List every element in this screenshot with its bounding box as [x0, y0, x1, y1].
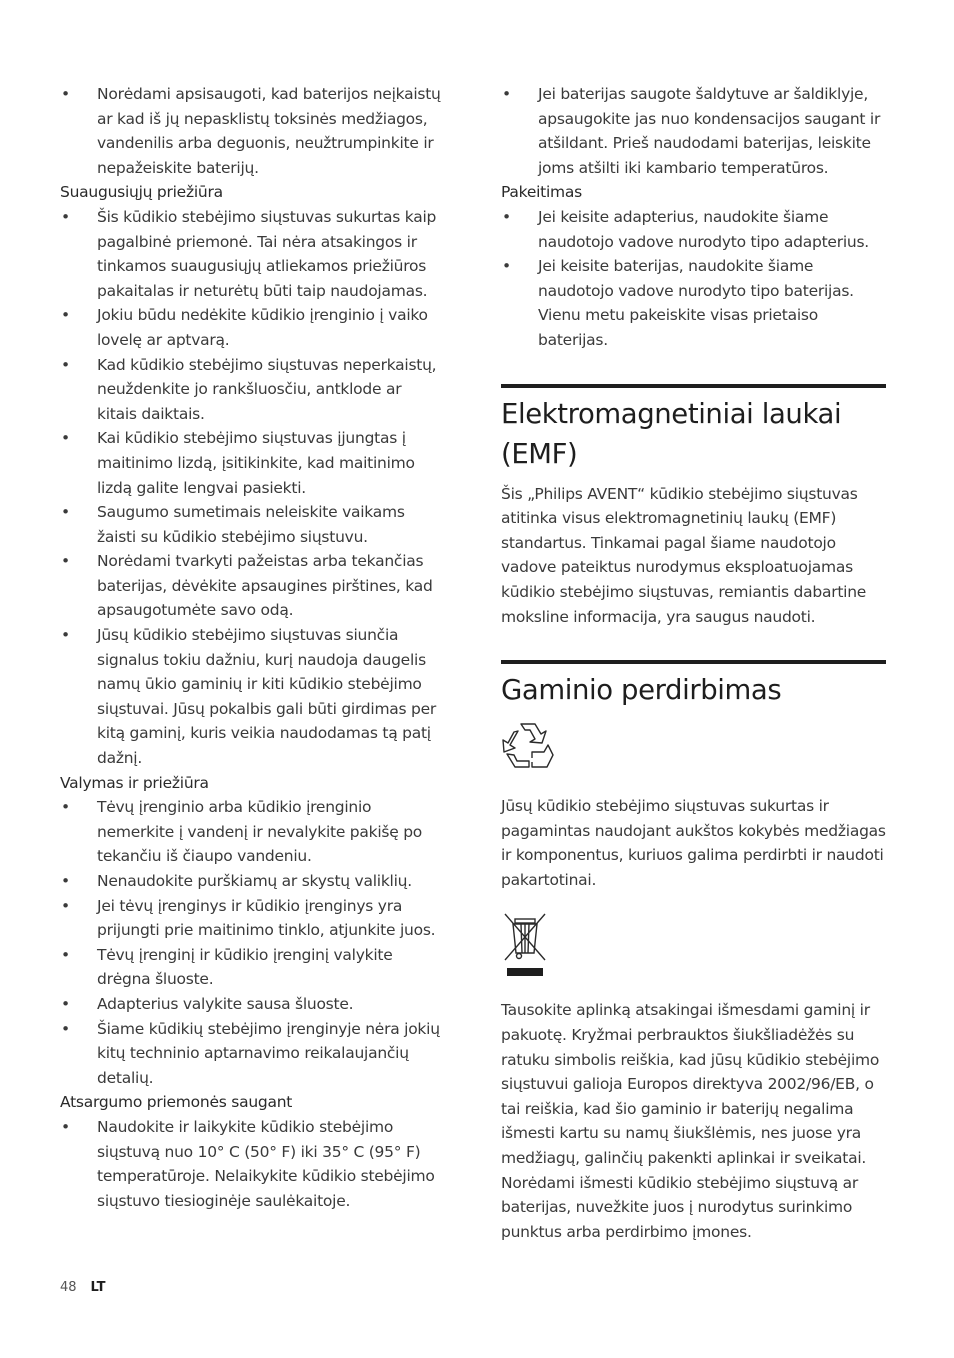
disposal-text: Tausokite aplinką atsakingai išmesdami gaminį ir pakuotę. Kryžmai perbrauktos šiukšliadėžės su ratuku simbolis reiškia, kad jūsų kūdikio stebėjimo siųstuvui galioja Europos direktyva 2002/96/EB, o tai reiškia, kad šio gaminio ir baterijų negalima išmesti kartu su namų šiukšlėmis, nes juose yra medžiagų, galinčių pakenkti aplinkai ir sveikatai. Norėdami išmesti kūdikio stebėjimo siųstuvą ar baterijas, nuvežkite juos į nurodytus surinkimo punktus arba perdirbimo įmones. [501, 1001, 880, 1241]
recycling-heading: Gaminio perdirbimas [501, 674, 782, 707]
emf-heading: Elektromagnetiniai laukai (EMF) [501, 397, 842, 470]
list-item: • Jei baterijas saugote šaldytuve ar šaldiklyje, apsaugokite jas nuo kondensacijos saugant ir atšildant. Prieš naudodami baterijas, leiskite joms atšilti iki kambario temperatūros. [501, 82, 886, 180]
section-title: Suaugusiųjų priežiūra [60, 183, 223, 202]
list-item: • Jūsų kūdikio stebėjimo siųstuvas siunčia signalus tokiu dažniu, kurį naudoja daugelis namų ūkio gaminių ir kiti kūdikio stebėjimo siųstuvai. Jūsų pokalbis gali būti girdimas per kitą gaminį, kuris veikia naudodamas tą patį dažnį. [60, 623, 445, 771]
section-title: Valymas ir priežiūra [60, 773, 209, 792]
list-item: • Nenaudokite purškiamų ar skystų valiklių. [60, 869, 445, 894]
emf-text: Šis „Philips AVENT“ kūdikio stebėjimo siųstuvas atitinka visus elektromagnetinių laukų (EMF) standartus. Tinkamai pagal šiame naudotojo vadove pateiktus nurodymus eksploatuojamas kūdikio stebėjimo siųstuvas, remiantis dabartine moksline informacija, yra saugus naudoti. [501, 484, 867, 626]
list-item: • Norėdami apsisaugoti, kad baterijos neįkaistų ar kad iš jų nepasklistų toksinės medžiagos, vandenilis arba deguonis, neužtrumpinkite ir nepažeiskite baterijų. [60, 82, 445, 180]
list-item: • Jei keisite baterijas, naudokite šiame naudotojo vadove nurodyto tipo baterijas. Vienu metu pakeiskite visas prietaiso baterijas. [501, 254, 886, 352]
recycling-section [501, 660, 886, 1244]
list-item: • Adapterius valykite sausa šluoste. [60, 992, 445, 1017]
list-item: • Kai kūdikio stebėjimo siųstuvas įjungtas į maitinimo lizdą, įsitikinkite, kad maitinimo lizdą galite lengvai pasiekti. [60, 426, 445, 500]
left-column [60, 82, 445, 1213]
list-item: • Naudokite ir laikykite kūdikio stebėjimo siųstuvą nuo 10° C (50° F) iki 35° C (95° F) temperatūroje. Nelaikykite kūdikio stebėjimo siųstuvo tiesioginėje saulėkaitoje. [60, 1115, 445, 1213]
list-item: • Kad kūdikio stebėjimo siųstuvas neperkaistų, neuždenkite jo rankšluosčiu, antklode ar kitais daiktais. [60, 353, 445, 427]
crossed-bin-icon [501, 910, 549, 978]
battery-safety-list [60, 82, 445, 180]
list-item: • Tėvų įrenginį ir kūdikio įrenginį valykite drėgna šluoste. [60, 943, 445, 992]
list-item: • Jei keisite adapterius, naudokite šiame naudotojo vadove nurodyto tipo adapterius. [501, 205, 886, 254]
recycle-icon [501, 718, 555, 772]
recycling-text: Jūsų kūdikio stebėjimo siųstuvas sukurtas ir pagamintas naudojant aukštos kokybės medžiagas ir komponentus, kuriuos galima perdirbti ir naudoti pakartotinai. [501, 797, 886, 889]
list-item: • Šis kūdikio stebėjimo siųstuvas sukurtas kaip pagalbinė priemonė. Tai nėra atsakingos ir tinkamos suaugusiųjų atliekamos priežiūros pakaitalas ir neturėtų būti taip naudojamas. [60, 205, 445, 303]
list-item: • Jei tėvų įrenginys ir kūdikio įrenginys yra prijungti prie maitinimo tinklo, atjunkite juos. [60, 894, 445, 943]
right-column [501, 82, 886, 1244]
adult-supervision-section [60, 180, 445, 770]
section-title: Pakeitimas [501, 183, 582, 202]
language-code: LT [90, 1280, 106, 1295]
storage-continued-list [501, 82, 886, 180]
list-item: • Šiame kūdikių stebėjimo įrenginyje nėra jokių kitų techninio aptarnavimo reikalaujančių detalių. [60, 1017, 445, 1091]
list-item: • Jokiu būdu nedėkite kūdikio įrenginio į vaiko lovelę ar aptvarą. [60, 303, 445, 352]
page-number: 48 [60, 1280, 77, 1295]
page-footer [60, 1280, 106, 1295]
replacement-section [501, 180, 886, 352]
list-item: • Saugumo sumetimais neleiskite vaikams žaisti su kūdikio stebėjimo siųstuvu. [60, 500, 445, 549]
cleaning-section [60, 771, 445, 1091]
list-item: • Tėvų įrenginio arba kūdikio įrenginio nemerkite į vandenį ir nevalykite pakišę po tekančiu iš čiaupo vandeniu. [60, 795, 445, 869]
emf-section [501, 384, 886, 630]
section-title: Atsargumo priemonės saugant [60, 1093, 293, 1112]
list-item: • Norėdami tvarkyti pažeistas arba tekančias baterijas, dėvėkite apsaugines pirštines, kad apsaugotumėte savo odą. [60, 549, 445, 623]
storage-section [60, 1090, 445, 1213]
